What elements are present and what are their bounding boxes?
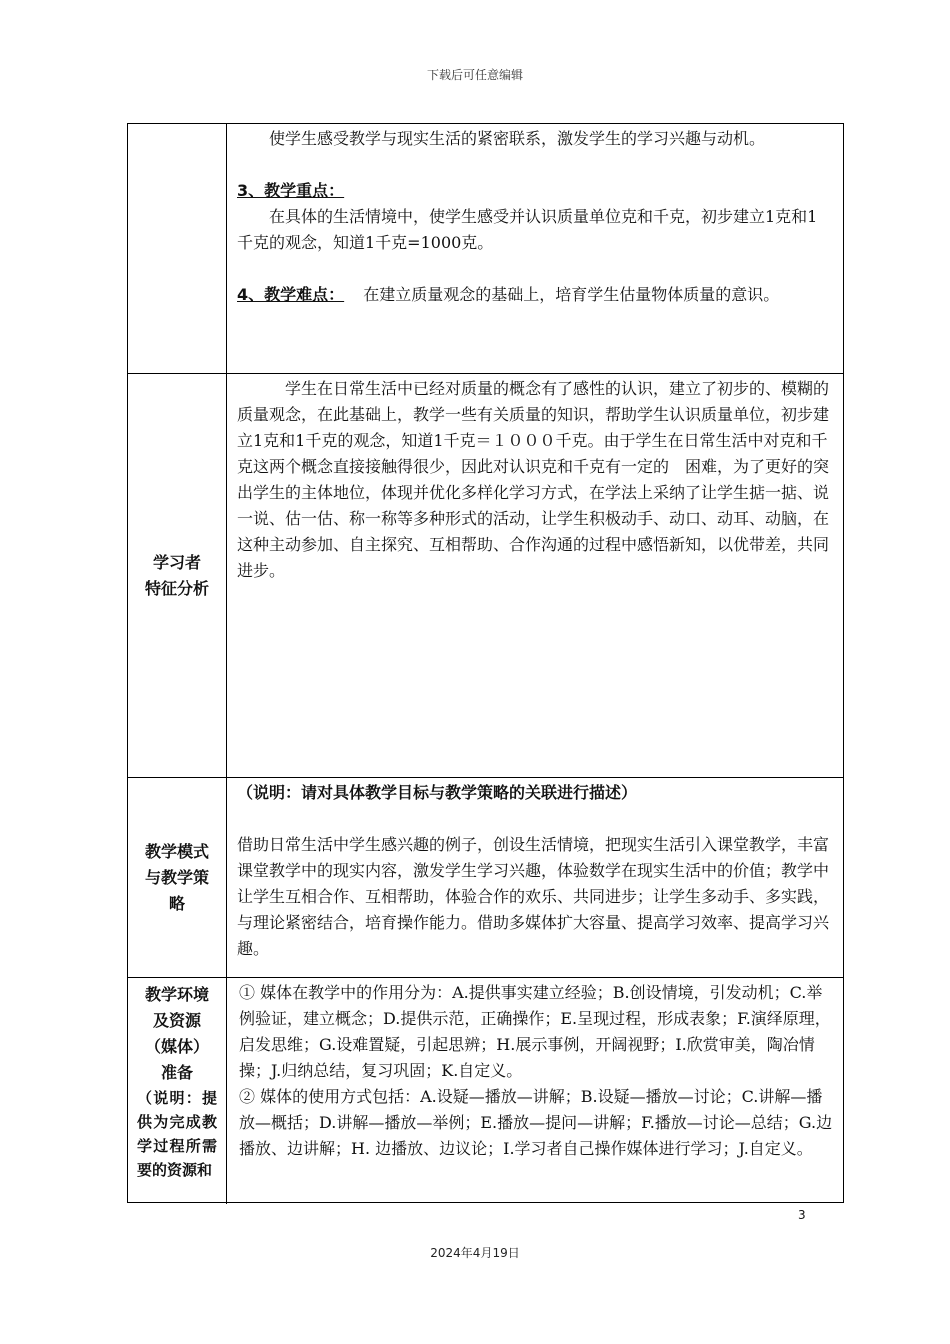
label-line: 教学环境	[144, 985, 209, 1004]
page-footer-date: 2024年4月19日	[430, 1246, 520, 1260]
lesson-plan-table	[127, 123, 844, 1203]
page-number: 3	[798, 1208, 806, 1222]
label-line: 学习者	[152, 552, 201, 572]
key-point-text: 在具体的生活情境中，使学生感受并认识质量单位克和千克，初步建立1克和1千克的观念，知道1千克=1000克。	[237, 207, 818, 252]
teaching-strategy-label	[128, 778, 227, 977]
label-line: （媒体）	[144, 1037, 209, 1056]
media-role-text: ① 媒体在教学中的作用分为：A.提供事实建立经验；B.创设情境，引发动机；C.举例验证，建立概念；D.提供示范，正确操作；E.呈现过程，形成表象；F.演绎原理，启发思维；G.设难置疑，引起思辨；H.展示事例，开阔视野；I.欣赏审美，陶冶情操；J.归纳总结，复习巩固；K.自定义。	[239, 983, 831, 1080]
label-line: 教学模式	[144, 841, 209, 861]
label-line: 特征分析	[144, 578, 209, 598]
label-line: 略	[168, 893, 185, 913]
key-point-heading: 3、教学重点：	[237, 181, 345, 200]
row-label-empty	[128, 124, 227, 373]
emotion-goal-text: 使学生感受教学与现实生活的紧密联系，激发学生的学习兴趣与动机。	[269, 129, 766, 148]
label-line: 及资源	[152, 1011, 201, 1030]
strategy-note: （说明：请对具体教学目标与教学策略的关联进行描述）	[237, 783, 638, 802]
table-row-learner-analysis	[128, 373, 843, 777]
difficulty-text: 在建立质量观念的基础上，培育学生估量物体质量的意识。	[363, 285, 780, 304]
table-row-teaching-strategy	[128, 777, 843, 977]
resources-label-note: （说明：提供为完成教学过程所需要的资源和	[137, 1089, 217, 1179]
strategy-text: 借助日常生活中学生感兴趣的例子，创设生活情境，把现实生活引入课堂教学，丰富课堂教学中的现实内容，激发学生学习兴趣，体验数学在现实生活中的价值；教学中让学生互相合作、互相帮助，体验合作的欢乐、共同进步；让学生多动手、多实践，与理论紧密结合，培育操作能力。借助多媒体扩大容量、提高学习效率、提高学习兴趣。	[237, 835, 830, 958]
learner-analysis-label	[128, 374, 227, 777]
table-row-resources	[128, 977, 843, 1204]
media-usage-text: ② 媒体的使用方式包括：A.设疑—播放—讲解；B.设疑—播放—讨论；C.讲解—播放—概括；D.讲解—播放—举例；E.播放—提问—讲解；F.播放—讨论—总结；G.边播放、边讲解；H. 边播放、边议论；I.学习者自己操作媒体进行学习；J.自定义。	[239, 1087, 833, 1158]
teaching-strategy-content	[227, 778, 843, 977]
resources-label	[128, 978, 227, 1204]
label-line: 与教学策	[144, 867, 209, 887]
page-header: 下载后可任意编辑	[426, 68, 523, 82]
resources-content	[227, 978, 843, 1204]
table-row-objectives	[128, 124, 843, 373]
learner-analysis-content	[227, 374, 843, 777]
learner-analysis-text: 学生在日常生活中已经对质量的概念有了感性的认识，建立了初步的、模糊的质量观念，在此基础上，教学一些有关质量的知识，帮助学生认识质量单位，初步建立1克和1千克的观念，知道1千克＝１０００千克。由于学生在日常生活中对克和千克这两个概念直接接触得很少，因此对认识克和千克有一定的 困难，为了更好的突出学生的主体地位，体现并优化多样化学习方式，在学法上采纳了让学生掂一掂、说一说、估一估、称一称等多种形式的活动，让学生积极动手、动口、动耳、动脑，在这种主动参加、自主探究、互相帮助、合作沟通的过程中感悟新知，以优带差，共同进步。	[237, 379, 830, 580]
difficulty-paragraph	[237, 282, 833, 308]
objectives-content	[227, 124, 843, 373]
difficulty-heading: 4、教学难点：	[237, 285, 345, 304]
label-line: 准备	[160, 1063, 193, 1082]
